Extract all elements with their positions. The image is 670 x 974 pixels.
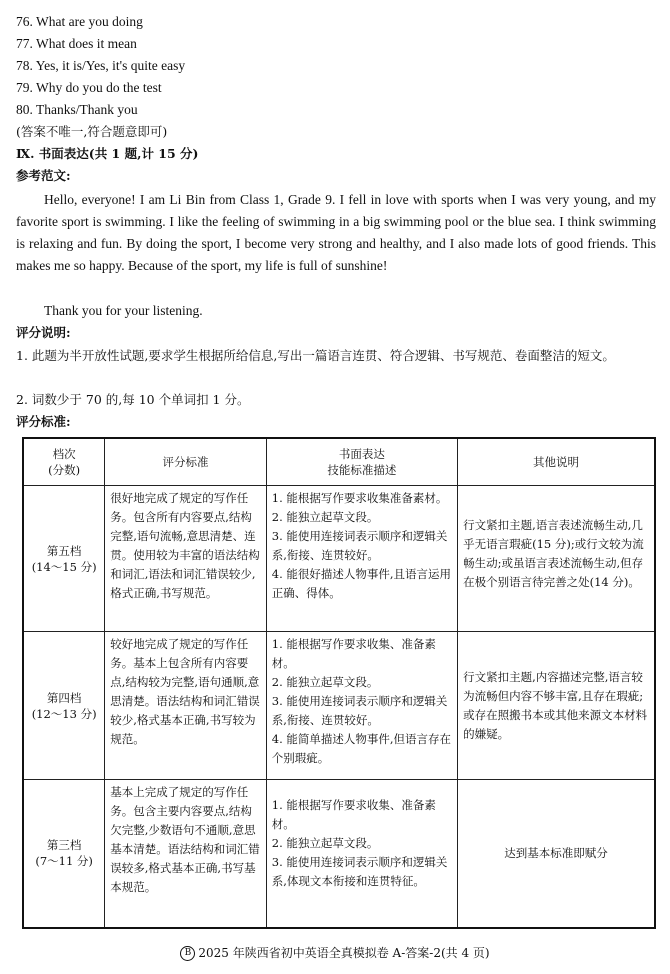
header-skills-line: 书面表达 xyxy=(338,447,385,461)
level-cell xyxy=(23,486,105,632)
skills-cell xyxy=(266,780,457,928)
table-row xyxy=(23,486,655,632)
header-criteria: 评分标准 xyxy=(105,438,266,486)
version-badge-icon: B xyxy=(180,946,195,961)
skill-item: 1. 能根据写作要求收集准备素材。 xyxy=(271,491,448,505)
answer-note: (答案不唯一,符合题意即可) xyxy=(16,124,168,139)
table-row xyxy=(23,780,655,928)
skill-item: 2. 能独立起草文段。 xyxy=(271,836,379,850)
skills-cell xyxy=(266,632,457,780)
skill-item: 1. 能根据写作要求收集、准备素材。 xyxy=(271,637,436,670)
other-cell: 行文紧扣主题,内容描述完整,语言较为流畅但内容不够丰富,且存在瑕疵;或存在照搬书本或其他来源文本材料的嫌疑。 xyxy=(458,632,655,780)
other-cell: 达到基本标准即赋分 xyxy=(458,780,655,928)
header-other: 其他说明 xyxy=(458,438,655,486)
level-score: (7～11 分) xyxy=(35,854,93,869)
other-cell: 行文紧扣主题,语言表述流畅生动,几乎无语言瑕疵(15 分);或行文较为流畅生动;或虽语言表述流畅生动,但存在极个别语言待完善之处(14 分)。 xyxy=(458,486,655,632)
header-level-line: (分数) xyxy=(48,463,81,477)
sample-paragraph: Hello, everyone! I am Li Bin from Class 1, Grade 9. I fell in love with sports when I was very young, and my favorite sport is swimming. I like the feeling of swimming in a big swimming pool or the blue sea. I think swimming is relaxing and fun. By doing the sport, I become very strong and healthy, and I also made lots of good friends. This makes me so happy. Because of the sport, my life is full of sunshine! xyxy=(16,192,656,273)
level-name: 第三档 xyxy=(46,838,82,853)
table-row xyxy=(23,632,655,780)
table-header-row xyxy=(23,438,655,486)
answer-line: 77. What does it mean xyxy=(16,36,137,51)
sample-heading: 参考范文: xyxy=(16,168,71,183)
header-level xyxy=(23,438,105,486)
level-score: (14～15 分) xyxy=(31,559,97,574)
skill-item: 2. 能独立起草文段。 xyxy=(271,675,379,689)
header-skills-line: 技能标准描述 xyxy=(327,463,397,477)
answer-line: 78. Yes, it is/Yes, it's quite easy xyxy=(16,58,186,73)
criteria-cell: 很好地完成了规定的写作任务。包含所有内容要点,结构完整,语句流畅,意思清楚、连贯。使用较为丰富的语法结构和词汇,语法和词汇错误较少,格式正确,书写规范。 xyxy=(105,486,266,632)
criteria-heading: 评分标准: xyxy=(16,414,71,429)
answer-line: 80. Thanks/Thank you xyxy=(16,102,138,117)
page-footer xyxy=(0,944,670,961)
criteria-cell: 基本上完成了规定的写作任务。包含主要内容要点,结构欠完整,少数语句不通顺,意思基本清楚。语法结构和词汇错误较多,格式基本正确,书写基本规范。 xyxy=(105,780,266,928)
answer-line: 79. Why do you do the test xyxy=(16,80,162,95)
sample-closing: Thank you for your listening. xyxy=(44,303,203,318)
level-name: 第五档 xyxy=(46,543,82,558)
skill-item: 4. 能很好描述人物事件,且语言运用正确、得体。 xyxy=(271,567,452,600)
skill-item: 1. 能根据写作要求收集、准备素材。 xyxy=(271,798,436,831)
level-score: (12～13 分) xyxy=(31,706,97,721)
skill-item: 3. 能使用连接词表示顺序和逻辑关系,衔接、连贯较好。 xyxy=(271,694,448,727)
skills-cell xyxy=(266,486,457,632)
skill-item: 3. 能使用连接词表示顺序和逻辑关系,衔接、连贯较好。 xyxy=(271,529,448,562)
scoring-note: 2. 词数少于 70 的,每 10 个单词扣 1 分。 xyxy=(16,392,250,407)
scoring-note: 1. 此题为半开放性试题,要求学生根据所给信息,写出一篇语言连贯、符合逻辑、书写规范、卷面整洁的短文。 xyxy=(16,348,615,363)
skill-item: 3. 能使用连接词表示顺序和逻辑关系,体现文本衔接和连贯特征。 xyxy=(271,855,448,888)
level-cell xyxy=(23,632,105,780)
skill-item: 2. 能独立起草文段。 xyxy=(271,510,379,524)
level-name: 第四档 xyxy=(46,690,82,705)
scoring-table xyxy=(22,437,656,929)
answer-line: 76. What are you doing xyxy=(16,14,143,29)
footer-text: 2025 年陕西省初中英语全真模拟卷 A-答案-2(共 4 页) xyxy=(198,946,490,960)
criteria-cell: 较好地完成了规定的写作任务。基本上包含所有内容要点,结构较为完整,语句通顺,意思清楚。语法结构和词汇错误较少,格式基本正确,书写较为规范。 xyxy=(105,632,266,780)
section-title: Ⅸ. 书面表达(共 1 题,计 15 分) xyxy=(16,146,199,161)
scoring-heading: 评分说明: xyxy=(16,325,71,340)
header-level-line: 档次 xyxy=(52,447,76,461)
skill-item: 4. 能简单描述人物事件,但语言存在个别瑕疵。 xyxy=(271,732,452,765)
header-skills xyxy=(266,438,457,486)
level-cell xyxy=(23,780,105,928)
